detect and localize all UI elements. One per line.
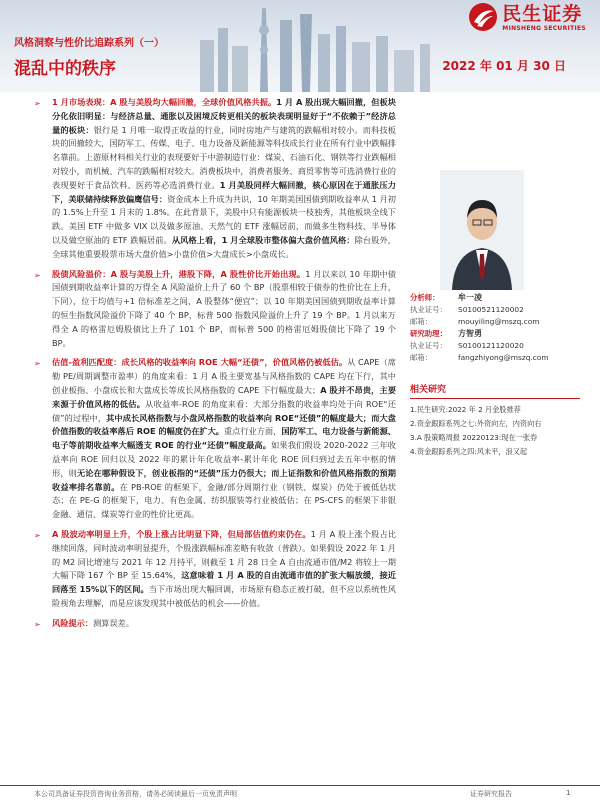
analyst-photo	[440, 170, 524, 290]
analyst-cert: S0100521120002	[458, 305, 524, 314]
analyst-name: 牟一凌	[458, 293, 482, 302]
summary-paragraph-risk-warning: ➢ 风险提示：测算误差。	[26, 617, 396, 631]
bullet-arrow-icon: ➢	[34, 270, 41, 280]
analyst-cert-row: 执业证号： S0100521120002	[410, 305, 524, 314]
summary-paragraph-valuation: ➢ 估值-盈利匹配度：成长风格的收益率向 ROE 大幅“还债”，价值风格仍被低估。从 CAPE（席勒 PE/周期调整市盈率）的角度来看：1 月 A 股主要宽基与风格指数的 CAPE 均在下行，其中创业板指、小盘成长和大盘成长等成长风格指数的 CAPE 下行幅度最大；A 股并不昂贵，主要来源于价值风格的低估。从收益率-ROE 的角度来看：大部分指数的收益率均处于向 ROE“还债”的过程中，其中成长风格指数与小盘风格指数的收益率向 ROE“还债”的幅度最大；而大盘价值指数的收益率落后 ROE 的幅度仍在扩大。重点行业方面，国防军工、电力设备与新能源、电子等前期收益率大幅透支 ROE 的行业“还债”幅度最高。如果我们假设 2020-2022 三年收益率向 ROE 回归以及 2022 年的累计年化收益率-累计年化 ROE 回归到过去五年中枢的情形，则无论在哪种假设下，创业板指的“还债”压力仍很大；而上证指数和价值风格指数的预期收益率排名靠前。在 PB-ROE 的框架下，金融/部分周期行业（钢铁、煤炭）仍处于被低估状态；在 PE-G 的框架下，电力、有色金属、纺织服装等行业被低估；在 PS-CFS 的框架下非银金融、通信、煤炭等行业的性价比更高。	[34, 357, 397, 520]
analyst-portrait-icon	[440, 170, 524, 290]
assistant-name: 方智勇	[458, 329, 482, 338]
logo-english: MINSHENG SECURITIES	[502, 24, 586, 32]
header-banner	[0, 0, 600, 92]
page-footer	[0, 785, 600, 801]
series-name: 风格洞察与性价比追踪系列（一）	[14, 38, 164, 49]
assistant-label: 研究助理：	[410, 329, 447, 338]
related-research-item[interactable]: 3.A 股策略周报 20220123:现在一张券	[410, 433, 538, 442]
logo-chinese: 民生证券	[502, 2, 583, 25]
assistant-email-row: 邮箱： fangzhiyong@mszq.com	[410, 353, 549, 362]
report-title: 混乱中的秩序	[14, 59, 116, 79]
footer-doc-type: 证券研究报告	[470, 790, 512, 798]
bullet-arrow-icon: ➢	[34, 359, 41, 369]
page-number: 1	[566, 789, 571, 797]
related-research-item[interactable]: 4.资金跟踪系列之四:风未平，浪又起	[410, 447, 528, 456]
report-date: 2022 年 01 月 30 日	[442, 59, 566, 73]
analyst-email-row: 邮箱： mouyiling@mszq.com	[410, 317, 540, 326]
related-research	[410, 382, 580, 459]
analyst-label: 分析师：	[410, 293, 440, 302]
logo-swoosh-icon	[468, 2, 498, 32]
related-research-item[interactable]: 1.民生研究:2022 年 2 月金股推荐	[410, 405, 521, 414]
bullet-arrow-icon: ➢	[34, 619, 41, 629]
assistant-cert: S0100121120020	[458, 341, 524, 350]
bullet-arrow-icon: ➢	[34, 530, 41, 540]
company-logo	[468, 2, 586, 32]
assistant-email[interactable]: fangzhiyong@mszq.com	[458, 353, 549, 362]
summary-paragraph-volatility: ➢ A 股波动率明显上升，个股上涨占比明显下降，但局部估值约束仍在。1 月 A 股上涨个股占比继续回落，同时波动率明显提升，个股涨跌幅标准差略有收敛（普跌）。如果假设 2022 年 1 月的 M2 同比增速与 2021 年 12 月持平，则截至 1 月 28 日全 A 自由流通市值/M2 将较上一期大幅下降 167 个 BP 至 15.64%，这意味着 1 月 A 股的自由流通市值的扩张大幅放缓，接近回落至 15%以下的区间。当下市场出现大幅回调，市场原有稳态正被打破，但不应以系统性风险视角去理解，而是应该发现其中被低估的机会——价值。	[34, 528, 396, 608]
assistant-cert-row: 执业证号： S0100121120020	[410, 341, 524, 350]
summary-paragraph-market: ➢ 1 月市场表现：A 股与美股均大幅回撤，全球价值风格共振。1 月 A 股出现大幅回撤，但板块分化依旧明显：与经济总量、通胀以及困境反转更相关的板块表现明显好于“不依赖于”经济总量的板块：银行是 1 月唯一取得正收益的行业，同时房地产与建筑的跌幅相对较小。而科技板块的回撤较大，国防军工、传媒、电子、电力设备及新能源等科技成长行业在所有行业中跌幅排名靠前。上游原材料相关行业的表现要好于中游制造行业：煤炭、石油石化、钢铁等行业跌幅相对较小，而机械、汽车的跌幅相对较大。消费板块中，消费者服务、商贸零售等可选消费行业的表现要好于食品饮料、医药等必选消费行业。1 月美股同样大幅回撤，核心原因在于通胀压力下，美联储持续释放偏鹰信号：资金成本上升成为共识，10 年期美国国债到期收益率从 1 月初的 1.5%上升至 1 月末的 1.8%。在此背景下，美股中只有能源板块一枝独秀，其他板块全线下跌。美国 ETF 中做多 VIX 以及做多原油、天然气的 ETF 涨幅居前，而做多生物科技、半导体以及做空原油的 ETF 跌幅居前。从风格上看，1 月全球股市整体偏大盘价值风格：除台股外，全球其他重要股票市场大盘价值>小盘价值>大盘成长>小盘成长。	[34, 97, 396, 259]
related-research-item[interactable]: 2.资金跟踪系列之七:外资向左，内资向右	[410, 419, 542, 428]
analyst-email[interactable]: mouyiling@mszq.com	[458, 317, 540, 326]
report-body	[26, 96, 396, 636]
related-research-title: 相关研究	[410, 382, 580, 399]
assistant-row	[410, 328, 580, 340]
footer-disclaimer: 本公司具备证券投资咨询业务资格，请务必阅读最后一页免责声明	[34, 790, 237, 798]
summary-paragraph-risk-premium: ➢ 股债风险溢价：A 股与美股上升，港股下降，A 股性价比开始出现。1 月以来以 10 年期中债国债到期收益率计算的万得全 A 风险溢价上升了 60 个 BP（股票相较于债券的性价比在上升，下同），位于均值与+1 倍标准差之间，A 股整体“便宜”；以 10 年期美国国债到期收益率计算的恒生指数风险溢价下降了 40 个 BP，标普 500 指数风险溢价上升了 19 个 BP。1 月以来万得全 A 的格雷厄姆股债比上升了 101 个 BP，而标普 500 的格雷厄姆股债比下降了 19 个 BP。	[34, 268, 396, 348]
analyst-row	[410, 292, 580, 304]
bullet-arrow-icon: ➢	[34, 99, 41, 108]
analyst-info	[410, 292, 580, 364]
